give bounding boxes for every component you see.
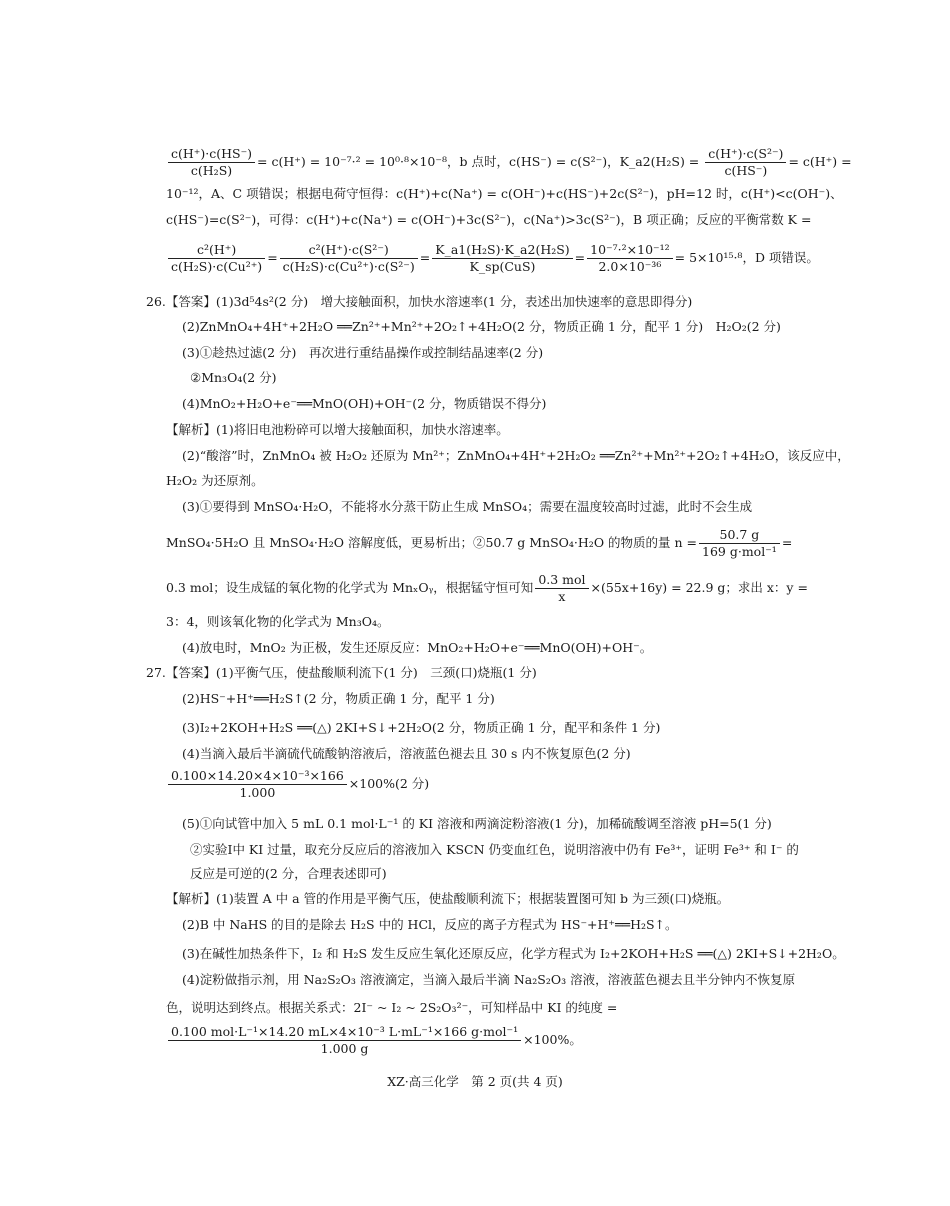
frac-num: 0.3 mol — [535, 572, 588, 589]
q26-analysis-2b: H₂O₂ 为还原剂。 — [166, 473, 264, 488]
q27-analysis-4b: 色，说明达到终点。根据关系式：2I⁻ ~ I₂ ~ 2S₂O₃²⁻，可知样品中 KI 的纯度 = — [166, 1000, 618, 1015]
q27-answer-5c: 反应是可逆的(2 分，合理表述即可) — [190, 866, 387, 881]
fraction-k1 — [168, 242, 265, 275]
frac-den: 1.000 g — [320, 1041, 369, 1056]
frac-num: 50.7 g — [699, 527, 780, 544]
q27-answer-4: (4)当滴入最后半滴硫代硫酸钠溶液后，溶液蓝色褪去且 30 s 内不恢复原色(2 分) — [182, 746, 631, 761]
fraction-ka2 — [705, 146, 786, 179]
fraction-k3 — [432, 242, 572, 275]
text: = 5×10¹⁵·⁸，D 项错误。 — [674, 250, 819, 265]
frac-num: c²(H⁺) — [168, 242, 265, 259]
q26-answer-2: (2)ZnMnO₄+4H⁺+2H₂O ══Zn²⁺+Mn²⁺+2O₂↑+4H₂O(2 分，物质正确 1 分，配平 1 分) H₂O₂(2 分) — [182, 319, 781, 334]
q27-analysis-1: 【解析】(1)装置 A 中 a 管的作用是平衡气压，使盐酸顺利流下；根据装置图可知 b 为三颈(口)烧瓶。 — [166, 891, 730, 906]
q26-analysis-4: (4)放电时，MnO₂ 为正极，发生还原反应：MnO₂+H₂O+e⁻══MnO(OH)+OH⁻。 — [182, 640, 653, 655]
text: ×100%(2 分) — [348, 776, 430, 791]
fraction-mn — [535, 572, 588, 605]
top-line-1 — [166, 146, 852, 179]
frac-num: 0.100 mol·L⁻¹×14.20 mL×4×10⁻³ L·mL⁻¹×166 g·mol⁻¹ — [168, 1024, 521, 1041]
fraction-k2 — [280, 242, 418, 275]
q27-answer-5: (5)①向试管中加入 5 mL 0.1 mol·L⁻¹ 的 KI 溶液和两滴淀粉溶液(1 分)，加稀硫酸调至溶液 pH=5(1 分) — [182, 816, 772, 831]
fraction-moles — [699, 527, 780, 560]
frac-den: c(H₂S)·c(Cu²⁺)·c(S²⁻) — [282, 259, 415, 274]
q27-answer-2: (2)HS⁻+H⁺══H₂S↑(2 分，物质正确 1 分，配平 1 分) — [182, 691, 495, 706]
frac-num: c²(H⁺)·c(S²⁻) — [280, 242, 418, 259]
frac-num: c(H⁺)·c(S²⁻) — [705, 146, 786, 163]
q27-analysis-2: (2)B 中 NaHS 的目的是除去 H₂S 中的 HCl，反应的离子方程式为 HS⁻+H⁺══H₂S↑。 — [182, 917, 678, 932]
frac-den: c(H₂S)·c(Cu²⁺) — [171, 259, 263, 274]
q26-answer-1: 26.【答案】(1)3d⁵4s²(2 分) 增大接触面积，加快水溶速率(1 分，表述出加快速率的意思即得分) — [146, 294, 693, 309]
frac-den: c(H₂S) — [190, 163, 233, 178]
text: ×(55x+16y) = 22.9 g；求出 x：y = — [590, 580, 808, 595]
fraction-k4 — [587, 242, 673, 275]
frac-den: x — [558, 589, 566, 604]
q26-answer-3: (3)①趁热过滤(2 分) 再次进行重结晶操作或控制结晶速率(2 分) — [182, 345, 544, 360]
frac-den: 1.000 — [239, 785, 276, 800]
frac-num: K_a1(H₂S)·K_a2(H₂S) — [432, 242, 572, 259]
q26-analysis-3d: 3：4，则该氧化物的化学式为 Mn₃O₄。 — [166, 614, 390, 629]
frac-den: K_sp(CuS) — [469, 259, 536, 274]
frac-den: 2.0×10⁻³⁶ — [598, 259, 662, 274]
q26-analysis-3b — [166, 527, 812, 560]
text: 0.3 mol；设生成锰的氧化物的化学式为 MnₓOᵧ，根据锰守恒可知 — [166, 580, 534, 595]
text: = — [781, 535, 793, 550]
q27-answer-3: (3)I₂+2KOH+H₂S ══(△) 2KI+S↓+2H₂O(2 分，物质正确 1 分，配平和条件 1 分) — [182, 720, 661, 735]
frac-den: 169 g·mol⁻¹ — [702, 544, 777, 559]
q26-analysis-2: (2)“酸溶”时，ZnMnO₄ 被 H₂O₂ 还原为 Mn²⁺；ZnMnO₄+4H⁺+2H₂O₂ ══Zn²⁺+Mn²⁺+2O₂↑+4H₂O，该反应中， — [182, 448, 850, 463]
q26-analysis-3c — [166, 572, 812, 605]
fraction-purity-full — [168, 1024, 521, 1057]
q27-analysis-4: (4)淀粉做指示剂，用 Na₂S₂O₃ 溶液滴定，当滴入最后半滴 Na₂S₂O₃ 溶液，溶液蓝色褪去且半分钟内不恢复原 — [182, 972, 796, 987]
equilibrium-constant-line: $\frac{\text{c²(H⁺)}}{\text{c(H₂S)·c(Cu²⁺)}}$ = $\frac{\text{c²(H⁺)·c(S²⁻)}}{\text{c(H₂S)·c(Cu²⁺)·c(S²⁻)}}$ = $\frac{\text{K\_a1(H₂S)·K\_a2(H₂S)}}{\text{K\_sp(CuS)}}$ = $\frac{\text{10⁻⁷·²×10⁻¹²}}{\text{2.0×10⁻³⁶}}$ = 5×10¹⁵·⁸，D 项错误。 — [166, 242, 812, 275]
q26-analysis-1: 【解析】(1)将旧电池粉碎可以增大接触面积，加快水溶速率。 — [166, 422, 509, 437]
text: ×100%。 — [523, 1032, 582, 1047]
text: MnSO₄·5H₂O 且 MnSO₄·H₂O 溶解度低，更易析出；②50.7 g MnSO₄·H₂O 的物质的量 n = — [166, 535, 698, 550]
q27-purity-formula — [166, 768, 812, 801]
frac-den: c(HS⁻) — [724, 163, 768, 178]
text: = c(H⁺) = 10⁻⁷·² = 10⁰·⁸×10⁻⁸，b 点时，c(HS⁻) = c(S²⁻)，K_a2(H₂S) = — [257, 154, 700, 169]
q27-analysis-3: (3)在碱性加热条件下，I₂ 和 H₂S 发生反应生氧化还原反应，化学方程式为 I₂+2KOH+H₂S ══(△) 2KI+S↓+2H₂O。 — [182, 946, 845, 961]
fraction-ka1 — [168, 146, 255, 179]
q26-answer-4: (4)MnO₂+H₂O+e⁻══MnO(OH)+OH⁻(2 分，物质错误不得分) — [182, 396, 547, 411]
top-line-2: 10⁻¹²，A、C 项错误；根据电荷守恒得：c(H⁺)+c(Na⁺) = c(OH⁻)+c(HS⁻)+2c(S²⁻)，pH=12 时，c(H⁺)<c(OH⁻)、 — [166, 186, 843, 201]
frac-num: 0.100×14.20×4×10⁻³×166 — [168, 768, 347, 785]
text: = c(H⁺) = — [788, 154, 852, 169]
q26-answer-3b: ②Mn₃O₄(2 分) — [190, 370, 277, 385]
frac-num: 10⁻⁷·²×10⁻¹² — [587, 242, 673, 259]
q27-purity-result — [166, 1024, 812, 1057]
q27-answer-1: 27.【答案】(1)平衡气压，使盐酸顺利流下(1 分) 三颈(口)烧瓶(1 分) — [146, 665, 537, 680]
page-footer: XZ·高三化学 第 2 页(共 4 页) — [387, 1074, 563, 1089]
top-line-3: c(HS⁻)=c(S²⁻)，可得：c(H⁺)+c(Na⁺) = c(OH⁻)+3c(S²⁻)，c(Na⁺)>3c(S²⁻)，B 项正确；反应的平衡常数 K = — [166, 212, 812, 227]
frac-num: c(H⁺)·c(HS⁻) — [168, 146, 255, 163]
q27-answer-5b: ②实验Ⅰ中 KI 过量，取充分反应后的溶液加入 KSCN 仍变血红色，说明溶液中仍有 Fe³⁺，证明 Fe³⁺ 和 I⁻ 的 — [190, 842, 799, 857]
fraction-purity — [168, 768, 347, 801]
q26-analysis-3: (3)①要得到 MnSO₄·H₂O，不能将水分蒸干防止生成 MnSO₄；需要在温度较高时过滤，此时不会生成 — [182, 499, 753, 514]
